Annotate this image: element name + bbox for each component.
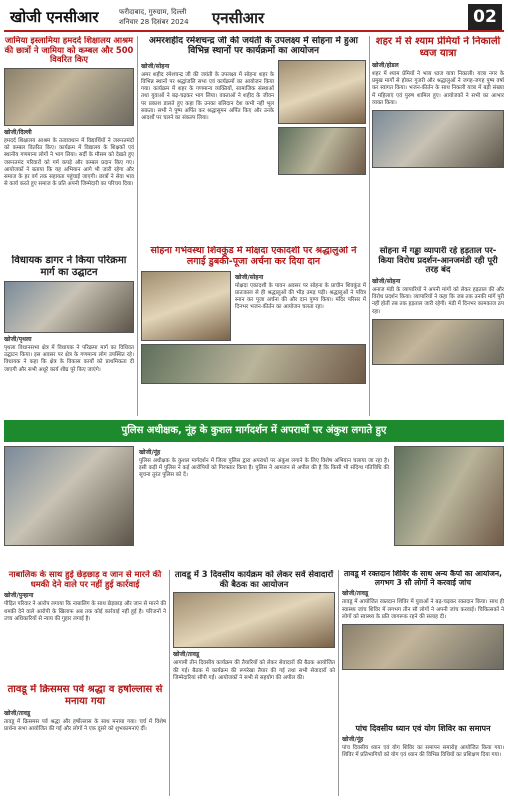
news-photo: [141, 271, 231, 341]
byline: खोजी/नूंह: [139, 449, 161, 456]
news-photo: [4, 281, 134, 333]
news-photo: [278, 127, 366, 175]
news-photo: [4, 68, 134, 126]
byline: खोजी/नूंह: [342, 736, 364, 744]
byline: खोजी/पुन्हाना: [4, 592, 34, 600]
headline: पांच दिवसीय ध्यान एवं योग शिविर का समापन: [355, 724, 491, 733]
byline: खोजी/होडल: [372, 62, 399, 69]
news-photo: [278, 60, 366, 124]
story-dagar: [4, 255, 134, 420]
byline: खोजी/सोहना: [372, 277, 401, 285]
headline: सोहना में गड्ढा व्यापारी रहे हड़ताल पर-किया विरोध प्रदर्शन-आनजमंडी रही पूरी तरह बंद: [378, 246, 498, 275]
masthead: [4, 4, 504, 32]
police-banner-headline: पुलिस अधीक्षक, नूंह के कुशल मार्गदर्शन में अपराधों पर अंकुश लगाते हुए: [4, 420, 504, 442]
news-photo: [4, 446, 134, 546]
byline: खोजी/तावडू: [173, 651, 200, 659]
headline: सोहना गर्भवस्था शिवकुंड में मोक्षदा एकादशी पर श्रद्धालुओं ने लगाई डुबकी-पूजा अर्चना कर दिया दान: [150, 246, 357, 267]
news-photo: [173, 592, 335, 648]
section-title: एनसीआर: [212, 9, 265, 27]
story-jamia: [4, 36, 134, 251]
news-photo: [394, 446, 504, 546]
story-traders-strike: [372, 246, 504, 416]
article-body: तावडू में क्रिसमस पर्व श्रद्धा और हर्षोल्लास के साथ मनाया गया। चर्च में विशेष प्रार्थना सभा आयोजित की गई और लोगों ने एक दूसरे को शुभकामनाएं दीं।: [4, 719, 166, 733]
headline: तावडू में 3 दिवसीय कार्यक्रम को लेकर सर्व सेवादारों की बैठक का आयोजन: [174, 570, 334, 589]
page-number: 02: [468, 4, 502, 30]
byline: खोजी/तावडू: [4, 710, 31, 717]
date-line: शनिवार 28 दिसंबर 2024: [119, 18, 189, 26]
story-ramesh-chandra: [141, 36, 366, 241]
article-body: मोक्षदा एकादशी के पावन अवसर पर सोहना के प्राचीन शिवकुंड में प्रातःकाल से ही श्रद्धालुओं की भीड़ उमड़ पड़ी। श्रद्धालुओं ने पवित्र स्नान कर पूजा अर्चना की और दान पुण्य किया। मंदिर परिसर में दिनभर भजन-कीर्तन का आयोजन चलता रहा।: [235, 282, 366, 311]
headline: विधायक डागर ने किया परिक्रमा मार्ग का उद्घाटन: [11, 255, 127, 278]
story-shivkund: [141, 246, 366, 416]
article-body: पुलिस अधीक्षक के कुशल मार्गदर्शन में जिला पुलिस द्वारा अपराधों पर अंकुश लगाने के लिए विशेष अभियान चलाया जा रहा है। इसी कड़ी में पुलिस ने कई आरोपियों को गिरफ्तार किया है। पुलिस ने आमजन से अपील की है कि किसी भी संदिग्ध गतिविधि की सूचना तुरंत पुलिस को दें।: [139, 458, 389, 479]
news-photo: [372, 319, 504, 365]
article-body: तावडू में आयोजित रक्तदान शिविर में युवाओं ने बढ़-चढ़कर रक्तदान किया। साथ ही स्वास्थ्य जांच शिविर में लगभग तीन सौ लोगों ने अपनी जांच करवाई। चिकित्सकों ने लोगों को स्वास्थ्य के प्रति जागरूक रहने की सलाह दी।: [342, 599, 504, 620]
article-body: पांच दिवसीय ध्यान एवं योग शिविर का समापन समारोह आयोजित किया गया। शिविर में प्रतिभागियों को योग एवं ध्यान की विभिन्न विधियों का प्रशिक्षण दिया गया।: [342, 745, 504, 759]
headline: जामिया इस्लामिया हमदर्द शिक्षालय आश्रम की छात्रों ने जामिया को कम्बल और 500 विवरित किए: [4, 36, 134, 65]
byline: खोजी/तावडू: [342, 590, 369, 598]
headline: अमरशहीद रमेशचन्द्र जी की जयंती के उपलक्ष्य में सोहना में हुआ विभिन्न स्थानों पर कार्यक्रमों का आयोजन: [149, 36, 358, 57]
news-photo: [342, 624, 504, 670]
article-body: पृथला विधानसभा क्षेत्र में विधायक ने परिक्रमा मार्ग का विधिवत उद्घाटन किया। इस अवसर पर क्षेत्र के गणमान्य लोग उपस्थित रहे। विधायक ने कहा कि क्षेत्र के विकास कार्यों को प्राथमिकता दी जाएगी और सभी अधूरे कार्य शीघ्र पूरे किए जाएंगे।: [4, 345, 134, 373]
story-christmas: [4, 684, 166, 796]
article-body: अनाज मंडी के व्यापारियों ने अपनी मांगों को लेकर हड़ताल की और विरोध प्रदर्शन किया। व्यापारियों ने कहा कि जब तक उनकी मांगें पूरी नहीं होतीं तब तक हड़ताल जारी रहेगी। मंडी में दिनभर कामकाज ठप रहा।: [372, 286, 504, 315]
story-blood-donation: [342, 570, 504, 720]
byline: खोजी/पृथला: [4, 336, 32, 343]
article-body: पीड़ित परिवार ने आरोप लगाया कि नाबालिग के साथ छेड़छाड़ और जान से मारने की धमकी देने वाले आरोपी के खिलाफ अब तक कोई कार्रवाई नहीं हुई है। परिजनों ने उच्च अधिकारियों से न्याय की गुहार लगाई है।: [4, 601, 166, 622]
story-yoga-camp: [342, 724, 504, 796]
article-body: शहर में श्याम प्रेमियों ने भव्य ध्वज यात्रा निकाली। यात्रा नगर के प्रमुख मार्गों से होकर गुजरी और श्रद्धालुओं ने जगह-जगह पुष्प वर्षा कर स्वागत किया। भजन-कीर्तन के साथ निकली यात्रा में बड़ी संख्या में महिलाएं एवं पुरुष शामिल हुए। आयोजकों ने सभी का आभार व्यक्त किया।: [372, 71, 504, 106]
byline: खोजी/सोहना: [141, 62, 170, 70]
byline: खोजी/दिल्ली: [4, 128, 32, 136]
headline: शहर में से श्याम प्रेमियों ने निकाली ध्वज यात्रा: [375, 36, 501, 59]
article-body: अमर शहीद रमेशचन्द्र जी की जयंती के उपलक्ष्य में सोहना शहर के विभिन्न स्थानों पर श्रद्धांजलि सभा एवं कार्यक्रमों का आयोजन किया गया। कार्यक्रम में शहर के गणमान्य व्यक्तियों, सामाजिक संस्थाओं तथा युवाओं ने बढ़-चढ़कर भाग लिया। वक्ताओं ने शहीद के जीवन पर प्रकाश डालते हुए कहा कि उनका बलिदान देश कभी नहीं भूल सकता। सभी ने पुष्प अर्पित कर श्रद्धासुमन अर्पित किए और उनके आदर्शों पर चलने का संकल्प लिया।: [141, 71, 274, 121]
headline: तावडू में रक्तदान शिविर के साथ अन्य कैंपों का आयोजन, लगभग 3 सौ लोगों ने करवाई जांच: [343, 570, 503, 587]
story-minor-harassment: [4, 570, 166, 680]
news-photo: [372, 110, 504, 168]
story-shyam-dhwaj: [372, 36, 504, 241]
headline: तावडू में क्रिसमस पर्व श्रद्धा व हर्षोल्लास से मनाया गया: [7, 684, 163, 707]
story-police-nuh: [4, 446, 504, 566]
edition-line: फरीदाबाद, गुरुग्राम, दिल्ली: [119, 8, 187, 16]
byline: खोजी/सोहना: [235, 273, 264, 281]
newspaper-logo: खोजी एनसीआर: [10, 8, 99, 26]
article-body: आगामी तीन दिवसीय कार्यक्रम की तैयारियों को लेकर सेवादारों की बैठक आयोजित की गई। बैठक में कार्यक्रम की रूपरेखा तैयार की गई तथा सभी सेवादारों को जिम्मेदारियां सौंपी गईं। आयोजकों ने सभी से सहयोग की अपील की।: [173, 660, 335, 681]
story-tavdu-meeting: [173, 570, 335, 796]
news-photo: [141, 344, 366, 384]
article-body: हमदर्द शिक्षालय आश्रम के तत्वावधान में विद्यार्थियों ने जरूरतमंदों को कम्बल वितरित किए। कार्यक्रम में विद्यालय के शिक्षकों एवं स्थानीय गणमान्य लोगों ने भाग लिया। सर्दी के मौसम को देखते हुए जरूरतमंद परिवारों को गर्म कपड़े और कम्बल प्रदान किए गए। आयोजकों ने बताया कि यह अभियान आगे भी जारी रहेगा और समाज के हर वर्ग तक सहायता पहुंचाई जाएगी। छात्रों ने सेवा भाव से कार्य करते हुए समाज के प्रति अपनी जिम्मेदारी का परिचय दिया।: [4, 137, 134, 188]
headline: नाबालिक के साथ हुई छेड़छाड़ व जान से मारने की धमकी देने वाले पर नहीं हुई कार्रवाई: [8, 570, 162, 589]
